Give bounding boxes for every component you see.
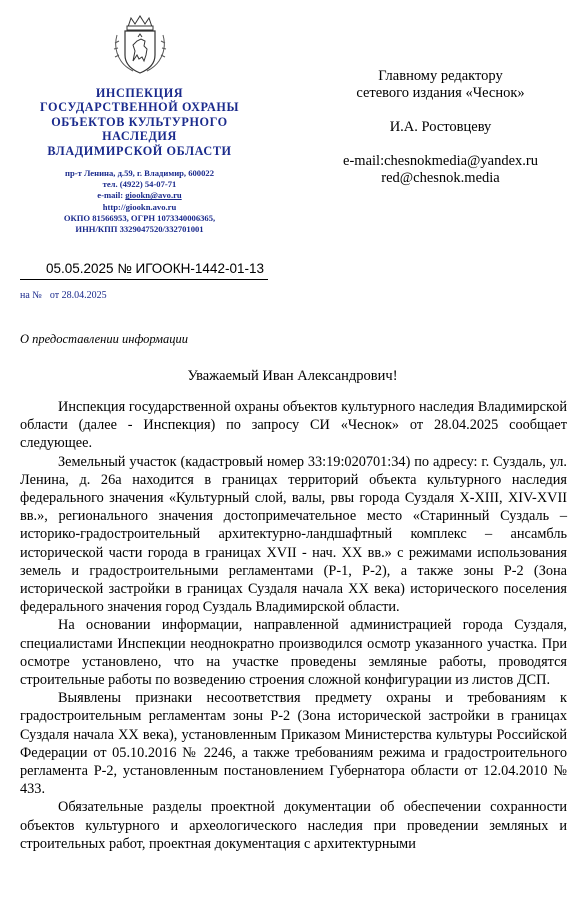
org-contacts bbox=[18, 168, 261, 235]
org-line: ГОСУДАРСТВЕННОЙ ОХРАНЫ bbox=[39, 100, 240, 115]
recipient-publication: сетевого издания «Чеснок» bbox=[356, 85, 525, 101]
org-inn: ИНН/КПП 3329047520/332701001 bbox=[75, 224, 204, 235]
body-paragraph: Обязательные разделы проектной документации об обеспечении сохранности объектов культурного и археологического наследия при проведении земляных и строительных работ, проектная документация с архитектурными bbox=[20, 799, 567, 852]
org-line: НАСЛЕДИЯ bbox=[102, 129, 177, 144]
org-line: ИНСПЕКЦИЯ bbox=[95, 86, 184, 100]
body-paragraph: Выявлены признаки несоответствия предмету охраны и требованиям к градостроительным регламентам зоны Р-2 (Зона исторической застройки в границах Суздаля начала XX века), установленным Приказом Министерства культуры Российской Федерации от 05.10.2016 № 2246, а также требованиям режима и градостроительного регламента Р-2, установленным постановлением Губернатора области от 12.04.2010 № 433. bbox=[20, 690, 567, 798]
recipient-email-secondary: red@chesnok.media bbox=[381, 170, 500, 186]
registration-number: 05.05.2025 № ИГООКН-1442-01-13 bbox=[46, 261, 264, 276]
org-email-link[interactable]: giookn@avo.ru bbox=[125, 190, 182, 201]
org-email-line bbox=[18, 190, 261, 201]
email-label: e-mail: bbox=[97, 190, 126, 201]
letter-subject: О предоставлении информации bbox=[20, 332, 189, 346]
org-okpo: ОКПО 81566953, ОГРН 1073340006365, bbox=[63, 212, 216, 223]
coat-of-arms-icon bbox=[111, 15, 169, 77]
recipient-email: e-mail:chesnokmedia@yandex.ru bbox=[343, 153, 538, 169]
org-line: ОБЪЕКТОВ КУЛЬТУРНОГО bbox=[51, 114, 228, 129]
greeting: Уважаемый Иван Александрович! bbox=[187, 368, 398, 384]
recipient-block bbox=[318, 68, 563, 187]
body-paragraph: Земельный участок (кадастровый номер 33:19:020701:34) по адресу: г. Суздаль, ул. Ленина, д. 26а находится в границах территорий объекта культурного наследия федерального значения «Культурный слой, валы, рвы города Суздаля X-XIII, XIV-XVII вв.», регионального значения достопримечательное место «Старинный Суздаль – историко-градостроительный архитектурно-ландшафтный комплекс – ансамбль исторической части города в границах XVII - нач. XX вв.» с режимами использования земель и градостроительными регламентами (Р-1, Р-2), а также зоны Р-2 (Зона исторической застройки в границах Суздаля начала XX века) исторического поселения федерального значения город Суздаль Владимирской области. bbox=[20, 453, 567, 616]
reference-line bbox=[20, 290, 107, 301]
letter-body bbox=[20, 398, 567, 853]
body-paragraph: На основании информации, направленной администрацией города Суздаля, специалистами Инспекции неоднократно производился осмотр указанного участка. При осмотре установлено, что на участке проведены земляные работы, проводятся строительные работы по возведению строения сложной конфигурации из листов ДСП. bbox=[20, 617, 567, 689]
org-website[interactable]: http://giookn.avo.ru bbox=[102, 201, 177, 212]
org-phone: тел. (4922) 54-07-71 bbox=[102, 179, 177, 190]
recipient-position: Главному редактору bbox=[378, 68, 503, 84]
registration-underline bbox=[20, 279, 268, 280]
recipient-name: И.А. Ростовцеву bbox=[389, 119, 492, 135]
reference-date: от 28.04.2025 bbox=[49, 290, 107, 301]
organization-name bbox=[18, 86, 261, 158]
reference-label: на № bbox=[20, 290, 42, 301]
org-line: ВЛАДИМИРСКОЙ ОБЛАСТИ bbox=[47, 143, 232, 158]
body-paragraph: Инспекция государственной охраны объектов культурного наследия Владимирской области (далее - Инспекция) по запросу СИ «Чеснок» от 28.04.2025 сообщает следующее. bbox=[20, 399, 567, 452]
org-address: пр-т Ленина, д.59, г. Владимир, 600022 bbox=[65, 168, 214, 178]
